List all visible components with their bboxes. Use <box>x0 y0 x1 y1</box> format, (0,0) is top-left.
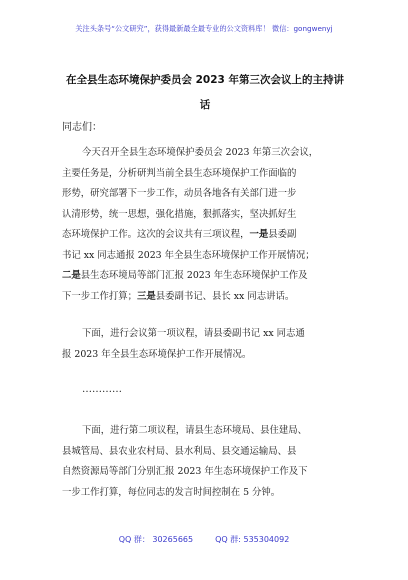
text-run: 下一步工作打算； <box>62 290 138 302</box>
document-title-line: 在全县生态环境保护委员会 2023 年第三次会议上的主持讲 <box>65 74 345 86</box>
paragraph-line: 一步工作打算，每位同志的发言时间控制在 5 分钟。 <box>62 486 281 498</box>
paragraph-line: 今天召开全县生态环境保护委员会 2023 年第三次会议， <box>82 147 319 158</box>
paragraph-line <box>62 225 362 246</box>
bold-marker: 三是 <box>137 290 156 302</box>
document-title <box>62 68 348 118</box>
bold-marker: 二是 <box>62 270 81 281</box>
paragraph-opening <box>62 143 362 307</box>
paragraph-line: 自然资源局等部门分别汇报 2023 年生态环境保护工作及下 <box>62 466 308 477</box>
paragraph-line <box>62 287 362 308</box>
paragraph-agenda-two <box>62 421 362 503</box>
footer-contact <box>0 534 408 545</box>
ellipsis-separator: ………… <box>82 384 122 395</box>
paragraph-line: 县城管局、县农业农村局、县水利局、县交通运输局、县 <box>62 445 297 457</box>
paragraph-line: 认清形势，统一思想，强化措施，狠抓落实，坚决抓好生 <box>62 208 297 220</box>
paragraph-line: 报 2023 年全县生态环境保护工作开展情况。 <box>62 348 252 360</box>
text-run: 县委副 <box>268 229 297 240</box>
paragraph-line: 形势，研究部署下一步工作，动员各地各有关部门进一步 <box>62 188 297 199</box>
salutation: 同志们： <box>62 122 102 133</box>
bold-marker: 一是 <box>249 229 269 240</box>
paragraph-line: 书记 xx 同志通报 2023 年全县生态环境保护工作开展情况； <box>62 249 315 261</box>
paragraph-line: 下面，进行会议第一项议程，请县委副书记 xx 同志通 <box>82 328 305 339</box>
paragraph-line <box>62 266 362 287</box>
paragraph-line: 下面，进行第二项议程，请县生态环境局、县住建局、 <box>82 425 308 436</box>
paragraph-agenda-one <box>62 324 362 365</box>
paragraph-line: 主要任务是，分析研判当前全县生态环境保护工作面临的 <box>62 167 297 179</box>
header-banner: 关注头条号“公文研究”，获得最新最全最专业的公文资料库！ 微信：gongwenyj <box>75 24 333 33</box>
text-run: 县委副书记、县长 xx 同志讲话。 <box>155 290 295 302</box>
document-title-line: 话 <box>199 99 211 111</box>
text-run: 态环境保护工作。这次的会议共有三项议程， <box>62 229 250 240</box>
qq-group-one: QQ 群： 30265665 <box>118 535 194 544</box>
text-run: 县生态环境局等部门汇报 2023 年生态环境保护工作及 <box>80 270 308 281</box>
qq-group-two: QQ 群: 535304092 <box>215 535 290 544</box>
